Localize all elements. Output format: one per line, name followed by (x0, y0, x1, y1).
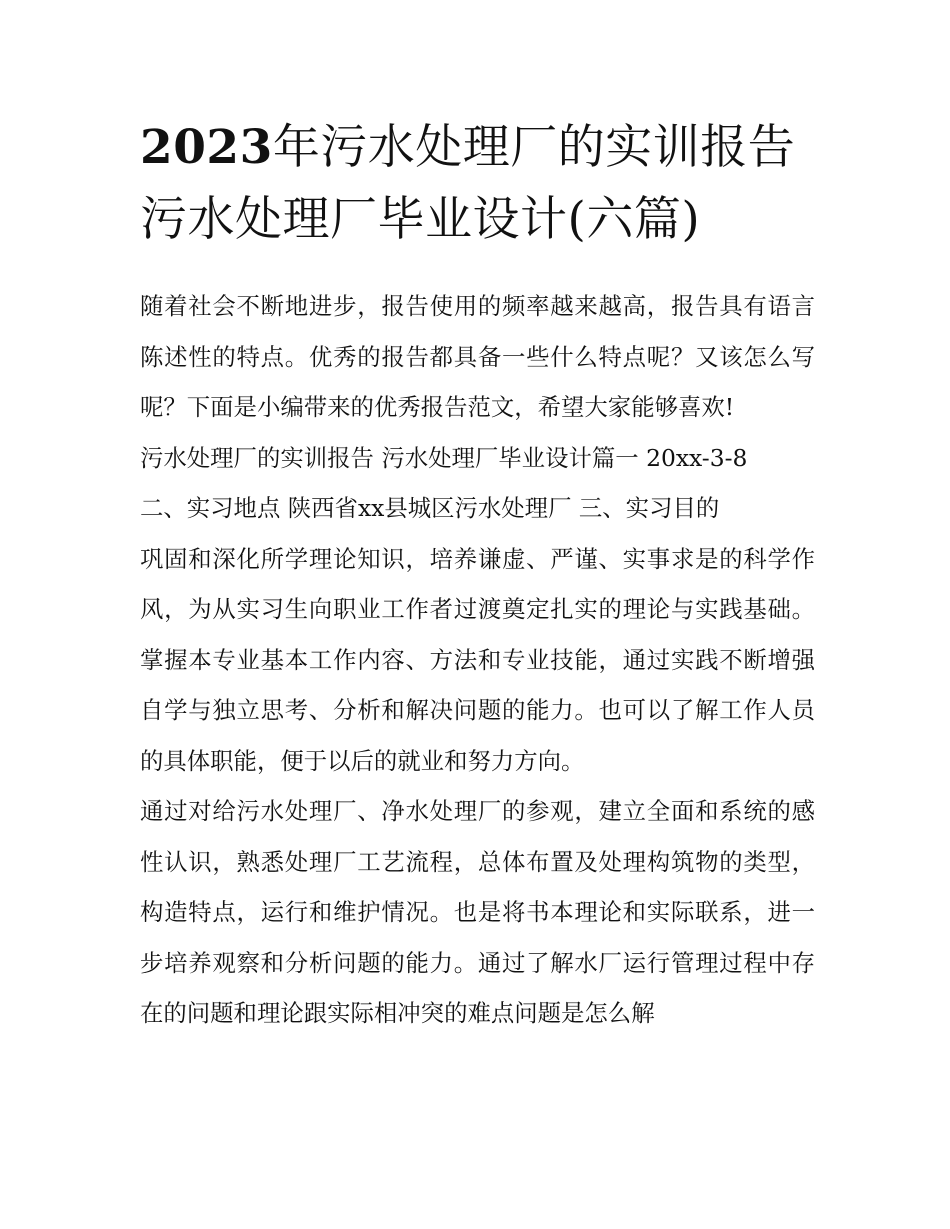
report-heading-line: 污水处理厂的实训报告 污水处理厂毕业设计篇一 20xx-3-8 (140, 443, 748, 472)
purpose-paragraph: 巩固和深化所学理论知识，培养谦虚、严谨、实事求是的科学作风，为从实习生向职业工作者过渡奠定扎实的理论与实践基础。掌握本专业基本工作内容、方法和专业技能，通过实践不断增强自学与独立思考、分析和解决问题的能力。也可以了解工作人员的具体职能，便于以后的就业和努力方向。 (140, 544, 815, 775)
visit-paragraph: 通过对给污水处理厂、净水处理厂的参观，建立全面和系统的感性认识，熟悉处理厂工艺流程，总体布置及处理构筑物的类型，构造特点，运行和维护情况。也是将书本理论和实际联系，进一步培养观察和分析问题的能力。通过了解水厂运行管理过程中存在的问题和理论跟实际相冲突的难点问题是怎么解 (140, 797, 815, 1027)
intro-paragraph: 随着社会不断地进步，报告使用的频率越来越高，报告具有语言陈述性的特点。优秀的报告都具备一些什么特点呢？又该怎么写呢？下面是小编带来的优秀报告范文，希望大家能够喜欢! (140, 292, 815, 421)
document-body (140, 281, 815, 1039)
location-purpose-line: 二、实习地点 陕西省xx县城区污水处理厂 三、实习目的 (140, 494, 720, 522)
document-title (140, 112, 820, 256)
title-year: 2023 (140, 120, 273, 175)
title-text: 年污水处理厂的实训报告污水处理厂毕业设计(六篇) (140, 120, 796, 247)
